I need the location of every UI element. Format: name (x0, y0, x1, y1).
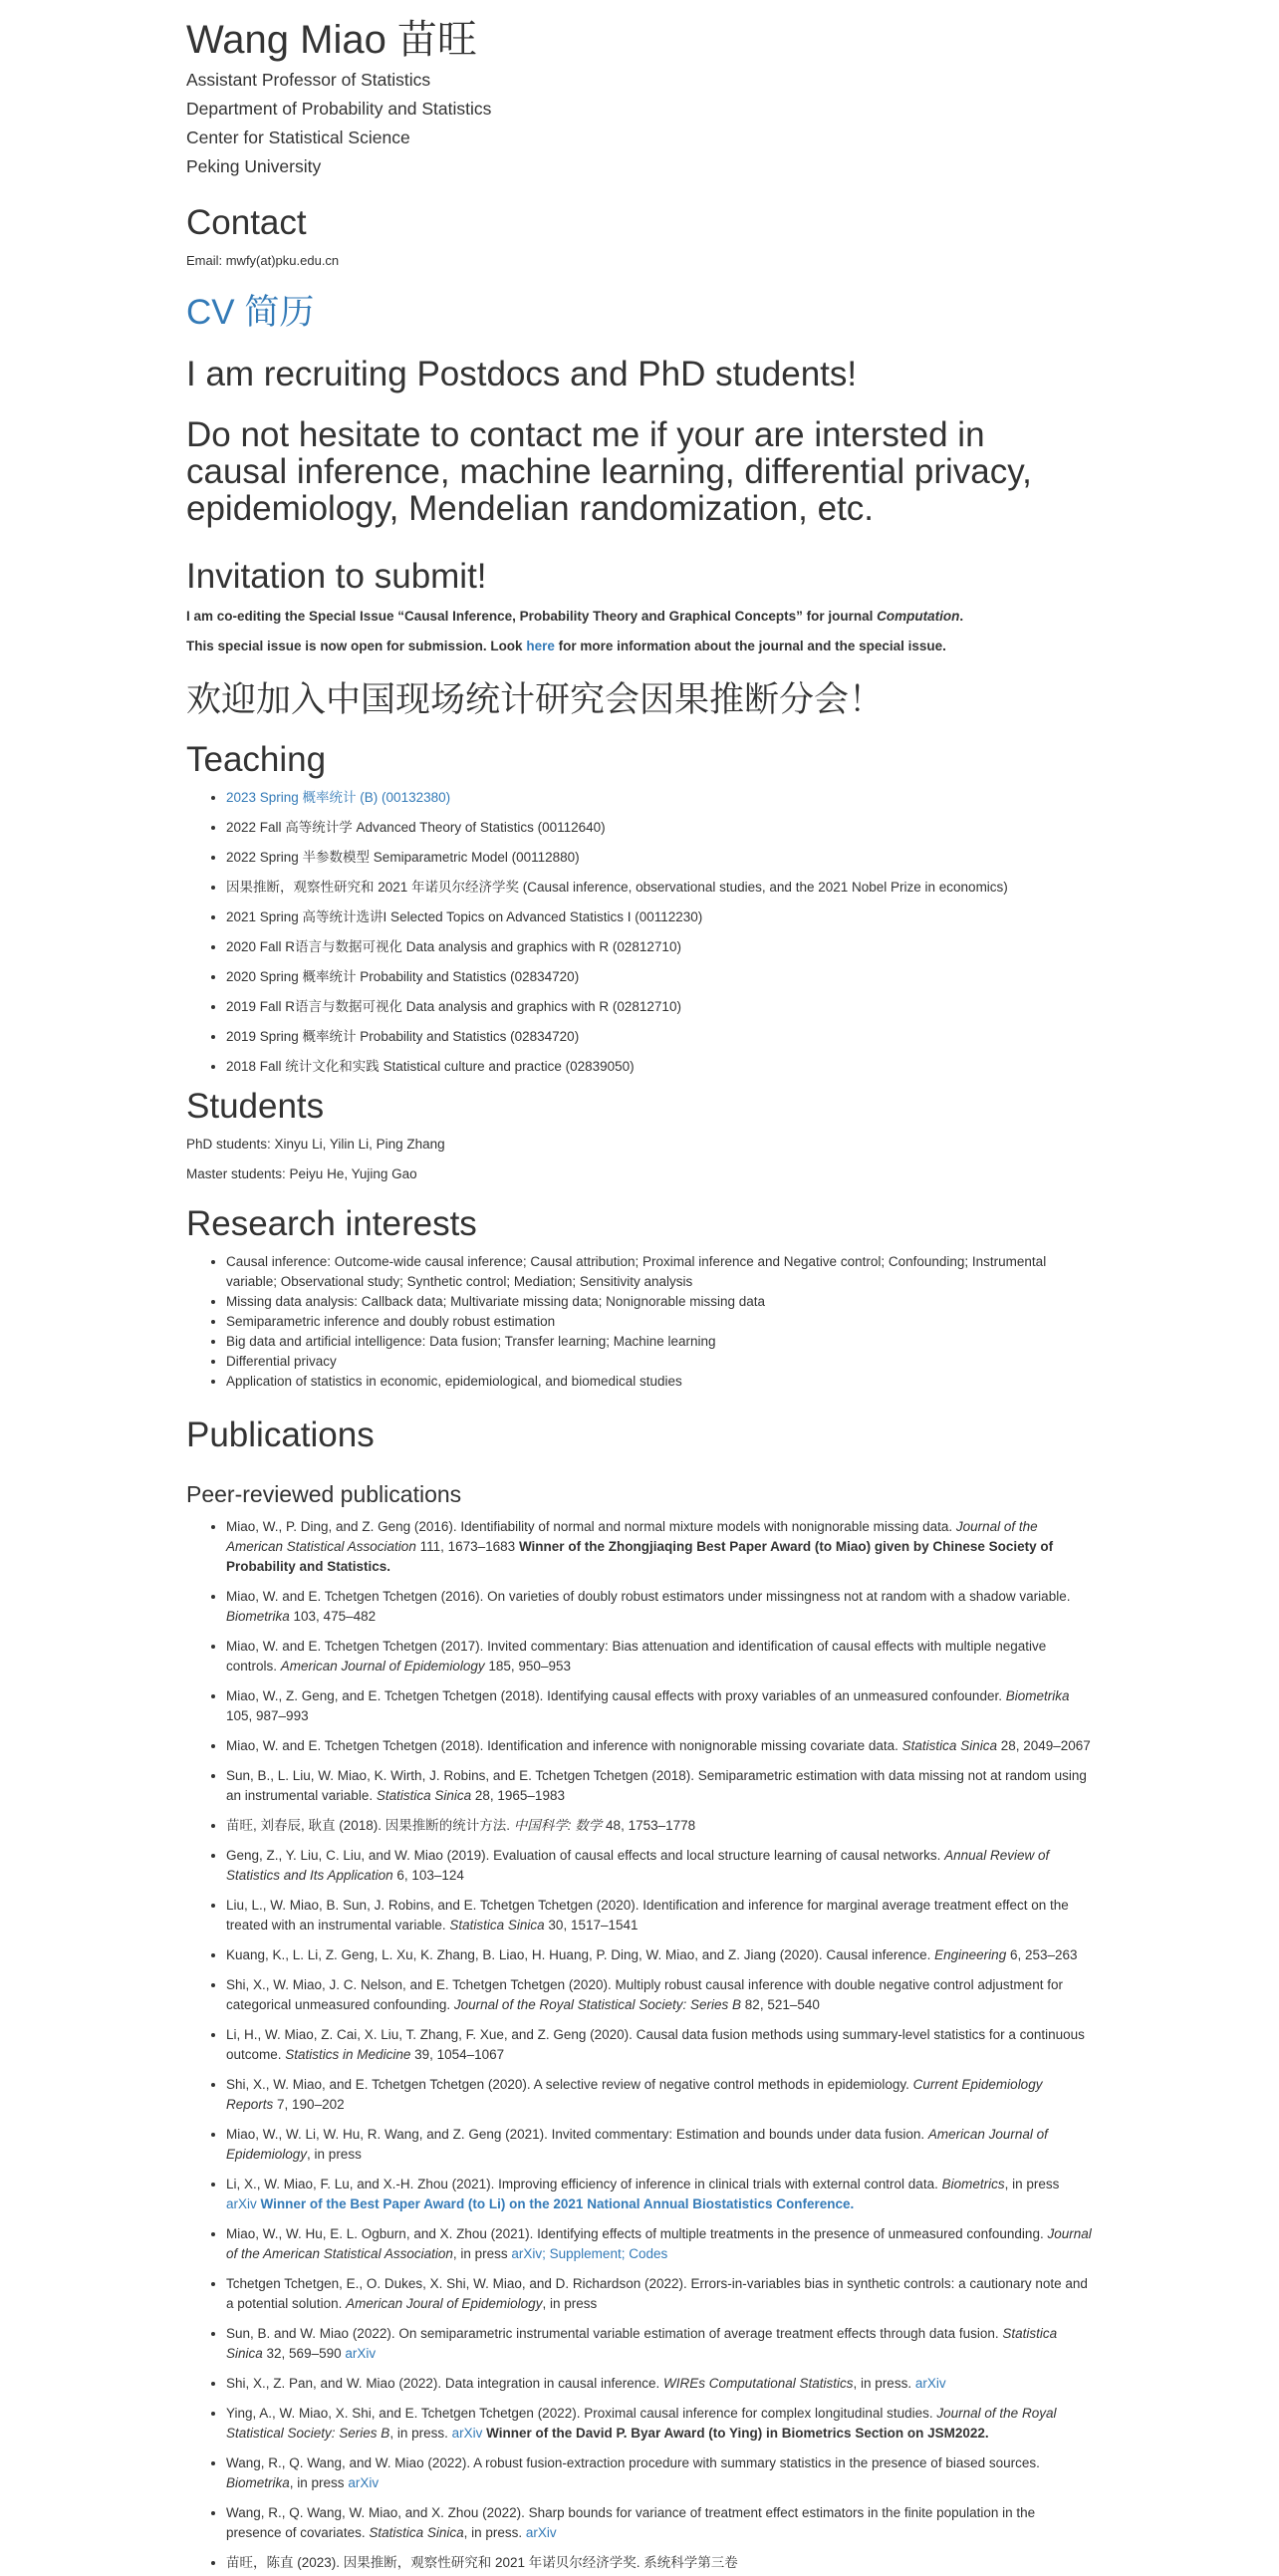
publication-link[interactable]: arXiv; Supplement; Codes (511, 2246, 668, 2261)
research-item: • Big data and artificial intelligence: Data fusion; Transfer learning; Machine learning (226, 1332, 1093, 1352)
publication-volume: 28, 1965–1983 (471, 1788, 565, 1803)
publication-volume: , in press (1004, 2177, 1060, 2191)
teaching-item (226, 788, 1093, 808)
publications-heading: Publications (186, 1416, 375, 1454)
publication-list (186, 1517, 1093, 2573)
publication-item (226, 2553, 1093, 2573)
publication-citation: Miao, W. and E. Tchetgen Tchetgen (2016). On varieties of doubly robust estimators under missingness not at random with a shadow variable. (226, 1589, 1071, 1604)
recruit-message: Do not hesitate to contact me if your are intersted in causal inference, machine learning, differential privacy, epidemiology, Mendelian randomization, etc. (186, 415, 1032, 528)
publication-journal: Journal of the American Statistical Association (226, 1519, 1038, 1554)
peer-reviewed-heading: Peer-reviewed publications (186, 1481, 462, 1507)
publication-citation: Geng, Z., Y. Liu, C. Liu, and W. Miao (2019). Evaluation of causal effects and local structure learning of causal networks. (226, 1848, 945, 1863)
teaching-item: • 2019 Fall R语言与数据可视化 Data analysis and graphics with R (02812710) (226, 997, 1093, 1017)
recruit-heading: I am recruiting Postdocs and PhD students! (186, 355, 858, 393)
publication-volume: , in press. (463, 2525, 526, 2540)
publication-journal: Biometrika (1005, 1688, 1070, 1703)
master-students: Master students: Peiyu He, Yujing Gao (186, 1166, 417, 1181)
publication-citation: Shi, X., W. Miao, and E. Tchetgen Tchetgen (2020). A selective review of negative control methods in epidemiology. (226, 2077, 913, 2092)
award-link[interactable]: Winner of the Best Paper Award (to Li) on the 2021 National Annual Biostatistics Conference. (256, 2196, 855, 2211)
teaching-link[interactable]: 2023 Spring 概率统计 (B) (00132380) (226, 790, 451, 805)
publication-volume: 6, 103–124 (392, 1868, 464, 1883)
teaching-item: • 2019 Spring 概率统计 Probability and Statistics (02834720) (226, 1027, 1093, 1047)
publication-item (226, 2224, 1093, 2264)
phd-students: PhD students: Xinyu Li, Yilin Li, Ping Zhang (186, 1137, 445, 1152)
publication-journal: Statistica Sinica (226, 2326, 1058, 2361)
publication-citation: Li, H., W. Miao, Z. Cai, X. Liu, T. Zhang, F. Xue, and Z. Geng (2020). Causal data fusion methods using summary-level statistics for a continuous outcome. (226, 2027, 1085, 2062)
publication-link[interactable]: arXiv (226, 2196, 257, 2211)
publication-volume: 32, 569–590 (262, 2346, 346, 2361)
invitation-line-1: I am co-editing the Special Issue “Causal Inference, Probability Theory and Graphical Concepts” for journal Computation. (186, 609, 964, 624)
research-item: • Semiparametric inference and doubly robust estimation (226, 1312, 1093, 1332)
publication-journal: Biometrics (941, 2177, 1005, 2191)
publication-journal: American Journal of Epidemiology (280, 1659, 485, 1674)
publication-volume: , in press (289, 2475, 349, 2490)
research-item: • Causal inference: Outcome-wide causal inference; Causal attribution; Proximal inference and Negative control; Confounding; Instrumental variable; Observational study; Synthetic control; Mediation; Sensitivity analysis (226, 1252, 1093, 1292)
publication-journal: Statistica Sinica (449, 1918, 545, 1932)
publication-journal: Statistica Sinica (901, 1738, 997, 1753)
publication-citation: Sun, B., L. Liu, W. Miao, K. Wirth, J. Robins, and E. Tchetgen Tchetgen (2018). Semiparametric estimation with data missing not at random using an instrumental variable. (226, 1768, 1087, 1803)
publication-citation: Miao, W., P. Ding, and Z. Geng (2016). Identifiability of normal and normal mixture models with nonignorable missing data. (226, 1519, 956, 1534)
publication-item (226, 1736, 1093, 1756)
publication-citation: 苗旺，陈直 (2023). 因果推断，观察性研究和 2021 年诺贝尔经济学奖. 系统科学第三卷 (226, 2555, 738, 2570)
publication-journal: Engineering (934, 1947, 1007, 1962)
publication-item (226, 1517, 1093, 1577)
publication-volume: 82, 521–540 (741, 1997, 820, 2012)
research-item: • Differential privacy (226, 1352, 1093, 1372)
publication-journal: Biometrika (226, 2475, 290, 2490)
research-item: • Application of statistics in economic, epidemiological, and biomedical studies (226, 1372, 1093, 1392)
research-heading: Research interests (186, 1204, 477, 1243)
publication-citation: Ying, A., W. Miao, X. Shi, and E. Tchetgen Tchetgen (2022). Proximal causal inference for complex longitudinal studies. (226, 2406, 937, 2421)
publication-item (226, 2374, 1093, 2394)
publication-item (226, 2175, 1093, 2214)
students-heading: Students (186, 1087, 325, 1126)
publication-journal: WIREs Computational Statistics (662, 2376, 854, 2391)
publication-journal: 中国科学: 数学 (513, 1818, 603, 1833)
publication-citation: Li, X., W. Miao, F. Lu, and X.-H. Zhou (2021). Improving efficiency of inference in clinical trials with external control data. (226, 2177, 942, 2191)
publication-volume: 39, 1054–1067 (410, 2047, 505, 2062)
publication-item (226, 2125, 1093, 2165)
publication-volume: 28, 2049–2067 (996, 1738, 1091, 1753)
teaching-item: • 2018 Fall 统计文化和实践 Statistical culture and practice (02839050) (226, 1057, 1093, 1077)
publication-link[interactable]: arXiv (345, 2346, 377, 2361)
publication-item (226, 1975, 1093, 2015)
publication-item (226, 2324, 1093, 2364)
publication-volume: 103, 475–482 (289, 1609, 377, 1624)
publication-volume: , in press (542, 2296, 598, 2311)
award-note: Winner of the Zhongjiaqing Best Paper Award (to Miao) given by Chinese Society of Probability and Statistics. (226, 1539, 1054, 1574)
publication-citation: Tchetgen Tchetgen, E., O. Dukes, X. Shi, W. Miao, and D. Richardson (2022). Errors-in-variables bias in synthetic controls: a cautionary note and a potential solution. (226, 2276, 1088, 2311)
email-text: Email: mwfy(at)pku.edu.cn (186, 253, 340, 268)
department: Department of Probability and Statistics (186, 99, 492, 119)
invitation-line-2: This special issue is now open for submission. Look here for more information about the journal and the special issue. (186, 639, 946, 653)
page-content (186, 18, 1093, 2573)
publication-item (226, 1945, 1093, 1965)
teaching-item: • 2020 Fall R语言与数据可视化 Data analysis and graphics with R (02812710) (226, 937, 1093, 957)
publication-citation: Shi, X., W. Miao, J. C. Nelson, and E. Tchetgen Tchetgen (2020). Multiply robust causal inference with double negative control adjustment for categorical unmeasured confounding. (226, 1977, 1063, 2012)
research-list (186, 1252, 1093, 1392)
university: Peking University (186, 156, 322, 176)
publication-item (226, 1846, 1093, 1886)
publication-item (226, 2274, 1093, 2314)
publication-journal: Annual Review of Statistics and Its Application (226, 1848, 1050, 1883)
publication-link[interactable]: arXiv (348, 2475, 380, 2490)
publication-volume: , in press. (853, 2376, 915, 2391)
teaching-list (186, 788, 1093, 1077)
publication-citation: Shi, X., Z. Pan, and W. Miao (2022). Data integration in causal inference. (226, 2376, 663, 2391)
publication-volume: 30, 1517–1541 (544, 1918, 639, 1932)
publication-citation: Liu, L., W. Miao, B. Sun, J. Robins, and E. Tchetgen Tchetgen (2020). Identification and inference for marginal average treatment effect on the treated with an instrumental variable. (226, 1898, 1069, 1932)
publication-item (226, 1896, 1093, 1935)
publication-journal: American Joural of Epidemiology (346, 2296, 543, 2311)
publication-citation: Miao, W., W. Li, W. Hu, R. Wang, and Z. Geng (2021). Invited commentary: Estimation and bounds under data fusion. (226, 2127, 928, 2142)
publication-citation: 苗旺, 刘春辰, 耿直 (2018). 因果推断的统计方法. (226, 1818, 514, 1833)
publication-item (226, 1686, 1093, 1726)
teaching-item: • 2022 Spring 半参数模型 Semiparametric Model (00112880) (226, 848, 1093, 868)
teaching-item: • 因果推断，观察性研究和 2021 年诺贝尔经济学奖 (Causal inference, observational studies, and the 2021 Nobel Prize in economics) (226, 878, 1093, 898)
teaching-item: • 2021 Spring 高等统计选讲I Selected Topics on Advanced Statistics I (00112230) (226, 907, 1093, 927)
publication-volume: , in press (452, 2246, 512, 2261)
publication-journal: Biometrika (226, 1609, 290, 1624)
teaching-item: • 2020 Spring 概率统计 Probability and Statistics (02834720) (226, 967, 1093, 987)
publication-item (226, 2503, 1093, 2543)
publication-volume: 111, 1673–1683 (415, 1539, 519, 1554)
position-title: Assistant Professor of Statistics (186, 70, 431, 90)
publication-citation: Kuang, K., L. Li, Z. Geng, L. Xu, K. Zhang, B. Liao, H. Huang, P. Ding, W. Miao, and Z. Jiang (2020). Causal inference. (226, 1947, 935, 1962)
publication-citation: Wang, R., Q. Wang, and W. Miao (2022). A robust fusion-extraction procedure with summary statistics in the presence of biased sources. (226, 2455, 1040, 2470)
publication-item (226, 1637, 1093, 1676)
publication-citation: Wang, R., Q. Wang, W. Miao, and X. Zhou (2022). Sharp bounds for variance of treatment effect estimators in the finite population in the presence of covariates. (226, 2505, 1036, 2540)
cv-link[interactable]: CV 简历 (186, 293, 315, 332)
publication-citation: Miao, W., Z. Geng, and E. Tchetgen Tchetgen (2018). Identifying causal effects with proxy variables of an unmeasured confounder. (226, 1688, 1006, 1703)
publication-item (226, 1587, 1093, 1627)
publication-journal: Statistica Sinica (369, 2525, 464, 2540)
publication-volume: 6, 253–263 (1006, 1947, 1078, 1962)
research-item: • Missing data analysis: Callback data; Multivariate missing data; Nonignorable missing data (226, 1292, 1093, 1312)
publication-link[interactable]: arXiv (525, 2525, 557, 2540)
publication-journal: Journal of the Royal Statistical Society: Series B (453, 1997, 742, 2012)
publication-journal: Current Epidemiology Reports (226, 2077, 1043, 2112)
publication-citation: Miao, W. and E. Tchetgen Tchetgen (2017). Invited commentary: Bias attenuation and identification of causal effects with multiple negative controls. (226, 1639, 1047, 1674)
teaching-heading: Teaching (186, 740, 327, 779)
contact-heading: Contact (186, 203, 307, 242)
chinese-heading: 欢迎加入中国现场统计研究会因果推断分会！ (186, 680, 885, 719)
award-note: Winner of the David P. Byar Award (to Ying) in Biometrics Section on JSM2022. (482, 2426, 989, 2441)
publication-journal: Journal of the Royal Statistical Society: Series B (226, 2406, 1057, 2441)
publication-volume: , in press (307, 2147, 362, 2162)
publication-journal: Statistics in Medicine (285, 2047, 411, 2062)
page-title: Wang Miao 苗旺 (186, 18, 477, 62)
publication-volume: 48, 1753–1778 (602, 1818, 696, 1833)
publication-citation: Miao, W. and E. Tchetgen Tchetgen (2018). Identification and inference with nonignorable missing covariate data. (226, 1738, 902, 1753)
publication-item (226, 2075, 1093, 2115)
publication-volume: , in press. (389, 2426, 452, 2441)
publication-item (226, 1816, 1093, 1836)
publication-volume: 105, 987–993 (226, 1708, 309, 1723)
publication-journal: American Journal of Epidemiology (226, 2127, 1048, 2162)
publication-item (226, 2404, 1093, 2444)
publication-item (226, 2025, 1093, 2065)
publication-citation: Sun, B. and W. Miao (2022). On semiparametric instrumental variable estimation of average treatment effects through data fusion. (226, 2326, 1003, 2341)
publication-journal: Statistica Sinica (376, 1788, 472, 1803)
publication-link[interactable]: arXiv (914, 2376, 946, 2391)
here-link[interactable]: here (526, 639, 555, 653)
publication-item (226, 2453, 1093, 2493)
publication-link[interactable]: arXiv (451, 2426, 483, 2441)
publication-item (226, 1766, 1093, 1806)
teaching-item: • 2022 Fall 高等统计学 Advanced Theory of Statistics (00112640) (226, 818, 1093, 838)
center: Center for Statistical Science (186, 128, 410, 147)
publication-volume: 185, 950–953 (484, 1659, 571, 1674)
publication-journal: Journal of the American Statistical Association (226, 2226, 1092, 2261)
publication-volume: 7, 190–202 (273, 2097, 345, 2112)
cv-heading (186, 293, 1093, 333)
publication-citation: Miao, W., W. Hu, E. L. Ogburn, and X. Zhou (2021). Identifying effects of multiple treatments in the presence of unmeasured confounding. (226, 2226, 1048, 2241)
invitation-heading: Invitation to submit! (186, 557, 487, 596)
